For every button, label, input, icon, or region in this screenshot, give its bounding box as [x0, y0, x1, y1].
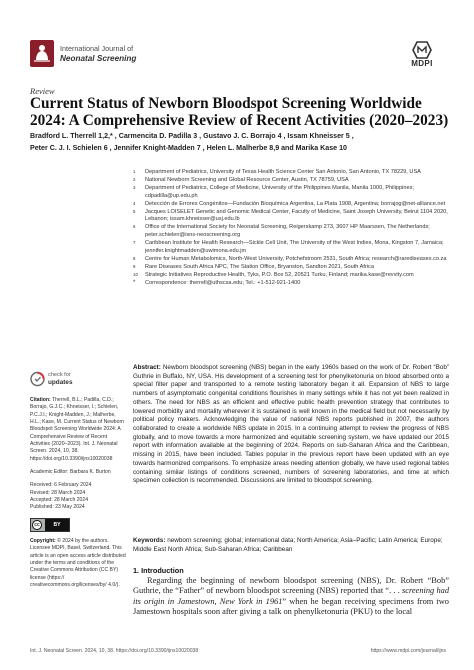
affiliation-item: 9 Rare Diseases South Africa NPC, The Station Office, Bryanston, Sandton 2021, South Africa	[133, 263, 374, 270]
article-type: Review	[30, 86, 55, 96]
check-for-updates-button[interactable]	[30, 369, 90, 391]
article-sidebar	[30, 397, 126, 595]
keywords	[133, 537, 449, 554]
published-date: Published: 23 May 2024	[30, 504, 85, 511]
introduction-paragraph: Regarding the beginning of newborn bloodspot screening (NBS), Dr. Robert “Bob” Guthrie, the “Father” of newborn bloodspot screening (NBS) reported that “. . . screening had its origin in Jamestown, New York in 1961” when he began receiving specimens from two Jamestown hospitals soon after giving a talk on phenylketonuria (PKU) to the local	[133, 576, 450, 617]
journal-name-line1: International Journal of	[60, 44, 134, 53]
academic-editor-name: Barbara K. Burton	[69, 469, 111, 476]
by-icon: BY	[45, 519, 69, 531]
copyright-label: Copyright:	[30, 537, 56, 544]
citation-label: Citation:	[30, 397, 51, 403]
journal-logo-icon	[30, 40, 54, 67]
affiliation-list	[133, 169, 453, 288]
correspondence: * Correspondence: therrell@uthscsa.edu; Tel.: +1-512-921-1400	[133, 279, 301, 286]
affiliation-item: 3 Department of Pediatrics, College of Medicine, University of the Philippines Manila, Manila 1000, Philippines; cdpadilla@up.edu.ph	[133, 184, 414, 199]
section-heading-introduction: 1. Introduction	[133, 566, 184, 575]
affiliation-item: 10 Strategic Initiatives Reproductive Health, Tyks, P.O. Box 52, 20521 Turku, Finland; marika.kase@revvity.com	[133, 271, 414, 278]
cc-by-license-badge[interactable]	[30, 518, 70, 532]
page-footer	[30, 648, 446, 658]
mdpi-hexagon-icon	[412, 41, 432, 59]
affiliation-item: 2 National Newborn Screening and Global Resource Center, Austin, TX 78759, USA	[133, 176, 349, 183]
citation-block	[30, 397, 126, 463]
affiliation-item: 8 Centre for Human Metabolomics, North-West University, Potchefstroom 2531, South Africa; research@rarediseases.co.za	[133, 255, 447, 262]
abstract-text: Newborn bloodspot screening (NBS) began in the early 1960s based on the work of Dr. Robert “Bob” Guthrie in Buffalo, NY, USA. His development of a screening test for phenylketonuria on blood absorbed onto a special filter paper and transported to a remote testing laboratory began it all. Expansion of NBS to large numbers of asymptomatic congenital conditions flourishes in many settings while it has not yet been realized in others. The need for NBS as an efficient and effective public health prevention strategy that contributes to lowered morbidity and mortality wherever it is sustained is well known in the medical field but not necessarily by political policy makers. Acknowledging the value of national NBS reports published in 2007, the authors collaborated to create a worldwide NBS update in 2015. In a continuing attempt to review the progress of NBS globally, and to move towards a more harmonized and equitable screening system, we have updated our 2015 report with information available at the beginning of 2024. Reports on sub-Saharan Africa and the Caribbean, missing in 2015, have been included. Tables popular in the previous report have been updated with an eye towards harmonized comparisons. To emphasize areas needing attention globally, we have used regional tables containing similar listings of conditions screened, numbers of screening laboratories, and time at which specimen collection is recommended. Discussions are limited to bloodspot screening.	[133, 364, 450, 485]
author-line-2: Peter C. J. I. Schielen 6 , Jennifer Knight-Madden 7 , Helen L. Malherbe 8,9 and Marika Kase 10	[30, 143, 347, 152]
check-updates-line1: check for	[48, 372, 71, 378]
affiliation-item: 5 Jacques LOISELET Genetic and Genomic Medical Center, Faculty of Medicine, Saint Joseph University, Beirut 1104 2020, Lebanon; issam.khneisser@usj.edu.lb	[133, 208, 448, 223]
affiliation-item: 1 Department of Pediatrics, University of Texas Health Science Center San Antonio, San Antonio, TX 78229, USA	[133, 169, 421, 175]
affiliation-item: 7 Caribbean Institute for Health Research—Sickle Cell Unit, The University of the West Indies, Mona, Kingston 7, Jamaica; jennifer.knightmadden@uwimona.edu.jm	[133, 240, 444, 255]
accepted-date: Accepted: 28 March 2024	[30, 497, 89, 504]
footer-citation[interactable]: Int. J. Neonatal Screen. 2024, 10, 38. https://doi.org/10.3390/ijns10020038	[30, 648, 199, 654]
revised-date: Revised: 28 March 2024	[30, 489, 86, 496]
received-date: Received: 6 February 2024	[30, 482, 92, 489]
academic-editor	[30, 469, 126, 476]
check-updates-icon	[30, 371, 45, 387]
abstract	[133, 364, 449, 486]
journal-name-line2: Neonatal Screening	[60, 54, 137, 63]
abstract-label: Abstract:	[133, 364, 161, 371]
mdpi-logo[interactable]	[400, 41, 444, 69]
affiliation-item: 4 Detección de Errores Congénitos—Fundación Bioquímica Argentina, La Plata 1908, Argentina; borrajog@net-alliance.net	[133, 200, 446, 207]
copyright-block	[30, 538, 126, 589]
keywords-text: newborn screening; global; international data; North America; Asia–Pacific; Latin America; Europe; Middle East North Africa; Sub-Saharan Africa; Caribbean	[133, 537, 443, 553]
affiliation-item: 6 Office of the International Society for Neonatal Screening, Reigerskamp 273, 3607 HP Maarssen, The Netherlands; peter.schielen@isns-neoscreening.org	[133, 224, 430, 239]
author-line-1: Bradford L. Therrell 1,2,* , Carmencita D. Padilla 3 , Gustavo J. C. Borrajo 4 , Issam Khneisser 5 ,	[30, 132, 354, 140]
keywords-label: Keywords:	[133, 537, 166, 544]
cc-icon: cc	[32, 520, 42, 530]
dates-block	[30, 482, 126, 511]
academic-editor-label: Academic Editor:	[30, 469, 69, 476]
author-list	[30, 131, 450, 154]
publisher-name: MDPI	[411, 59, 433, 68]
journal-name	[60, 44, 136, 64]
citation-text[interactable]: Therrell, B.L.; Padilla, C.D.; Borrajo, G.J.C.; Khneisser, I.; Schielen, P.C.J.I.; Knight-Madden, J.; Malherbe, H.L.; Kase, M. Current Status of Newborn Bloodspot Screening Worldwide 2024: A Comprehensive Review of Recent Activities (2020–2023). Int. J. Neonatal Screen. 2024, 10, 38. https://doi.org/10.3390/ijns10020038	[30, 397, 124, 462]
copyright-text: © 2024 by the authors. Licensee MDPI, Basel, Switzerland. This article is an open access article distributed under the terms and conditions of the Creative Commons Attribution (CC BY) license (https:// creativecommons.org/licenses/by/ 4.0/).	[30, 537, 126, 588]
check-updates-line2: updates	[48, 379, 73, 386]
footer-journal-link[interactable]: https://www.mdpi.com/journal/ijns	[370, 648, 446, 654]
article-title: Current Status of Newborn Bloodspot Screening Worldwide 2024: A Comprehensive Review of Recent Activities (2020–2023)	[30, 95, 449, 129]
journal-header	[30, 40, 444, 74]
